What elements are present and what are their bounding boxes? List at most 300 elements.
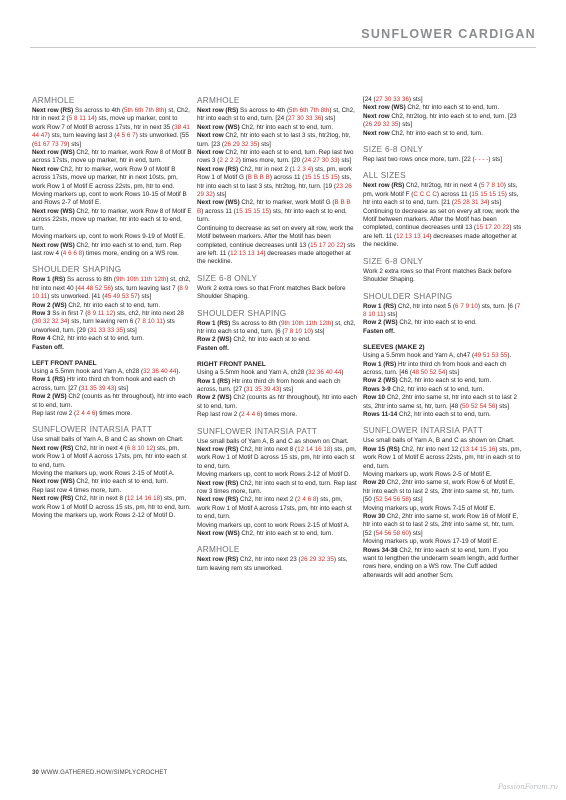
size-count: 58 [393,529,401,537]
instruction-paragraph [363,471,523,479]
size-count: 3 [302,165,306,173]
instruction-paragraph [32,376,192,393]
panel-heading: SLEEVES (MAKE 2) [363,344,425,352]
instruction-paragraph [197,496,357,521]
size-count: 50 [462,402,470,410]
size-count: C [426,190,431,198]
size-count: 15 [244,207,252,215]
instruction-paragraph [32,335,192,343]
size-count: 14 [305,446,313,453]
instruction-text: ) sts] [488,156,502,164]
size-count: 50 [420,368,428,376]
size-count: 11th [305,319,318,327]
instruction-paragraph [363,208,523,250]
instruction-text: Rep last row 2 ( [32,410,77,417]
instruction-paragraph [197,480,357,497]
instruction-paragraph [197,471,357,479]
header-rule [30,47,536,48]
row-label: Next row (WS) [32,207,75,215]
size-count: 12th [319,319,332,327]
instruction-paragraph [32,107,192,149]
size-count: 33 [98,326,106,334]
size-count: 7 [486,182,490,190]
instruction-paragraph [197,199,357,224]
instruction-text: Ch2, htr into next 12 ( [399,445,463,453]
instruction-paragraph [363,182,523,207]
size-count: 14 [256,249,264,257]
instruction-text: Ch2, htr to marker, work Row 8 of Motif B across 17sts, move up marker, htr in end, turn. [32,149,192,165]
size-count: 56 [384,529,392,537]
instruction-text: ) sts] [137,293,152,301]
instruction-text: ) times more. [260,411,298,419]
size-count: 6 [91,410,96,417]
size-count: 2 [297,165,301,173]
row-label: Fasten off. [32,343,64,351]
instruction-paragraph [197,345,357,353]
size-count: 56 [103,284,111,292]
size-count: 18 [153,495,161,503]
row-label: Row 4 [32,335,51,343]
row-label: Next row (RS) [197,479,239,487]
row-label: Next row [197,132,224,140]
size-count: 6 [68,249,72,257]
size-count: 5 [121,132,126,140]
instruction-paragraph [363,319,523,327]
size-count: 33 [305,115,313,123]
instruction-text: Continuing to decrease as set on every alt row, work the Motif between markers. After the Motif has been completed, continue decreases until 13 ( [197,224,354,249]
size-count: 10th [291,319,304,327]
size-count: 15 [497,190,505,198]
size-count: 4 [302,496,306,504]
instruction-text: Ch2, htr into each st to end, turn. [74,478,169,486]
size-count: 32 [205,191,213,199]
instruction-text: ) sts, pm, work Row 1 of Motif D across 15 sts, pm, htr to end, turn. [32,495,191,511]
size-count: 43 [272,385,280,393]
instruction-paragraph [197,446,357,471]
size-count: 16 [488,445,496,453]
instruction-text: ) sts unworked. [55 ( [32,132,189,148]
size-count: 33 [107,326,115,334]
instruction-paragraph [197,320,357,337]
instruction-paragraph [197,378,357,395]
column-3 [363,96,523,580]
row-label: Next row (RS) [32,107,74,114]
instruction-paragraph [363,538,523,546]
instruction-text: Htr into third ch from hook and each ch across, turn. [27 ( [197,377,341,393]
size-count: 39 [263,385,271,393]
size-count: 10 [137,444,145,452]
size-count: 10th [126,276,139,284]
size-count: 4 [86,410,91,417]
size-count: 29 [232,140,240,148]
instruction-text: Ch2, htr in next 8 ( [73,495,127,503]
instruction-paragraph [363,505,523,513]
size-count: 32 [382,121,390,129]
instruction-text: ) across 11 ( [436,190,472,198]
row-label: Rows 34-38 [363,546,398,554]
size-count: 5th [289,107,298,114]
size-count: 12 [297,446,305,453]
instruction-paragraph [32,276,192,301]
size-count: 8 [87,309,91,317]
size-count: 39 [98,384,106,392]
footer-url[interactable]: WWW.GATHERED.HOW/SIMPLYCROCHET [40,770,168,776]
row-label: Next row [363,129,390,137]
row-label: Row 3 [32,309,51,317]
size-count: 30 [296,115,304,123]
size-count: 33 [330,157,338,165]
instruction-text: ) across 11 ( [201,207,236,215]
instruction-text: Moving markers up, work Rows 7-15 of Motif E. [363,504,496,512]
size-count: 10 [303,327,311,335]
instruction-paragraph [197,556,357,573]
size-count: 48 [86,284,94,292]
instruction-text: Ch2, htr to marker, work Row 9 of Motif B across 17sts, move up marker, htr in next 10sts, pm, work Row 1 of Motif E across 22sts, pm, htr to end. [32,165,178,190]
instruction-text: ) decreases made altogether at the neckline. [197,249,351,266]
size-count: 8 [312,496,317,504]
instruction-text: ) st, Ch2, htr in next 2 ( [32,107,190,123]
instruction-paragraph [32,166,192,191]
size-count: 9 [184,284,189,292]
size-count: 44 [32,132,40,140]
instruction-text: ) st, Ch2, htr into each st to end, turn. [24 ( [197,107,355,123]
size-count: 15 [304,174,312,182]
size-count: 49 [474,352,482,360]
instruction-paragraph [32,208,192,233]
instruction-text: ) sts] [408,96,423,103]
size-count: 14 [87,115,95,123]
row-label: Row 15 (RS) [363,445,400,453]
instruction-text: ) sts, pm, work Row 1 of Motif A across 17sts, pm, htr into each st to end, turn. [197,496,352,521]
size-count: 2 [76,410,80,417]
instruction-paragraph [197,225,357,267]
instruction-text: Ch2, htr into each st to end, turn. [405,104,500,112]
size-count: 22 [502,224,510,232]
section-heading: SHOULDER SHAPING [197,308,287,318]
size-count: 8 [289,327,294,335]
size-count: 43 [107,384,115,392]
row-label: Fasten off. [197,344,229,352]
size-count: 32 [241,140,249,148]
size-count: 35 [116,326,124,334]
size-count: 10 [32,293,40,301]
size-count: 32 [318,556,326,564]
panel-heading: LEFT FRONT PANEL [32,359,97,367]
instruction-text: ) sts, turn leaving last 3 ( [47,132,117,140]
instruction-text: [24 ( [363,96,376,103]
section-heading: SUNFLOWER INTARSIA PATT [363,426,484,436]
instruction-paragraph [363,479,523,504]
instruction-paragraph [32,149,192,166]
size-count: 44 [169,367,177,375]
size-count: 36 [314,115,322,123]
size-count: 7 [516,302,521,310]
size-count: 9th [280,319,290,327]
instruction-paragraph [363,96,523,104]
size-count: B [253,174,258,182]
page-number: 30 [32,770,40,776]
size-count: 79 [60,140,68,148]
size-count: 15 [476,224,484,232]
size-count: 23 [335,182,343,190]
instruction-text: ) st, ch2, htr into next 40 ( [32,276,191,292]
size-count: 7 [284,327,289,335]
size-count: 20 [327,241,335,249]
size-count: 52 [470,402,478,410]
size-count: 26 [344,182,352,190]
size-count: 48 [412,368,420,376]
size-count: 27 [312,157,320,165]
instruction-paragraph [197,394,357,411]
row-label: Next row [363,112,390,120]
instruction-text: ) sts are left. 11 ( [197,241,356,257]
instruction-paragraph [32,436,192,444]
instruction-text: Ch2, htr into each st to end, turn. [239,530,334,538]
size-count: 11 [377,310,384,318]
size-count: 26 [300,556,308,564]
instruction-paragraph [32,242,192,259]
size-count: 15 [479,445,487,453]
instruction-text: Ch2, htr in next 4 ( [73,444,127,452]
instruction-text: Using a 5.5mm hook and Yarn A, ch28 ( [32,367,144,375]
row-label: Row 1 (RS) [197,377,231,385]
instruction-text: ) sts] [487,199,501,207]
watermark: PassionForum.ru [498,783,558,791]
instruction-paragraph [32,495,192,512]
size-count: 5 [480,182,485,190]
instruction-paragraph [197,369,357,377]
instruction-text: ) sts] [279,385,293,393]
size-count: 30 [34,318,42,326]
instruction-paragraph [32,487,192,495]
instruction-text: Ch2 (counts as htr throughout), htr into each st to end, turn. [32,393,192,409]
instruction-text: ) sts, turn leaving last 7 ( [110,284,180,292]
instruction-text: Use small balls of Yarn A, B and C as shown on Chart. [197,437,349,445]
size-count: 11 [40,293,48,301]
instruction-text: ) sts] [114,384,128,392]
size-count: 35 [391,121,399,129]
size-count: 25 [454,199,462,207]
size-count: 12 [230,249,238,257]
instruction-text: Ch2, htr into each st to end. [397,319,477,327]
size-count: 54 [384,496,392,504]
size-count: 55 [500,352,508,360]
instruction-text: ) times more, ending on a WS row. [82,249,179,257]
row-label: Next row (RS) [363,182,405,190]
row-label: Rows 11-14 [363,410,398,418]
size-count: 10 [295,327,303,335]
size-count: 54 [479,402,487,410]
instruction-text: Moving the markers up, work Rows 2-15 of Motif A. [32,470,175,478]
size-count: 61 [34,140,42,148]
instruction-paragraph [197,124,357,132]
size-count: 73 [51,140,59,148]
size-count: 10 [147,318,155,326]
instruction-text: Moving markers up, cont to work Rows 2-15 of Motif A. [197,521,350,529]
instruction-paragraph [32,368,192,376]
instruction-text: Ch2, htr to marker, work Row 8 of Motif E across 22sts, move up marker, htr into each st to end, turn. [32,207,192,232]
instruction-paragraph [363,437,523,445]
instruction-paragraph [363,130,523,138]
instruction-paragraph [32,344,192,352]
size-count: 11 [156,318,163,326]
size-count: 4 [62,249,67,257]
size-count: - [478,156,481,164]
size-count: 2 [297,496,301,504]
size-count: C [413,190,418,198]
instruction-text: Ch2, htr into each st to end, turn. [397,377,492,385]
instruction-paragraph [363,547,523,581]
size-count: 5 [68,115,73,123]
row-label: Next row (RS) [197,165,239,173]
size-count: 28 [462,199,470,207]
size-count: 18 [323,446,331,453]
instruction-text: ) sts, htr into each st to end, turn. [197,207,347,224]
size-count: 36 [316,369,324,377]
size-count: 8 [74,115,78,123]
size-count: 16 [144,495,152,503]
instruction-text: ) sts] [337,157,352,165]
size-count: 8th [320,107,330,114]
section-heading: ARMHOLE [197,96,240,105]
column-2 [197,96,357,573]
instruction-paragraph [363,361,523,378]
size-count: 56 [488,402,496,410]
instruction-text: Ch2, htr into each st to end, turn. [389,129,484,137]
size-count: 8 [179,284,183,292]
instruction-paragraph [363,513,523,538]
size-count: 11th [140,276,153,284]
size-count: 53 [121,293,129,301]
instruction-text: Ch2, htr into each st to end, turn. [50,335,145,343]
instruction-text: Ch2, htr into each st to end, turn. [239,123,334,131]
instruction-paragraph [197,530,357,538]
instruction-paragraph [363,377,523,385]
size-count: 4 [246,411,250,419]
row-label: Next row (WS) [363,104,406,112]
size-count: 27 [288,115,296,123]
size-count: 36 [401,96,409,103]
instruction-text: Work 2 extra rows so that Front matches Back before Shoulder Shaping. [197,284,346,301]
instruction-paragraph [363,113,523,130]
instruction-text: ) across 11 ( [269,174,305,182]
row-label: Fasten off. [363,327,395,335]
size-count: 40 [160,367,168,375]
instruction-text: Moving markers up, work Rows 17-19 of Motif E. [363,538,499,546]
section-heading: ALL SIZES [363,171,406,181]
size-count: 2 [219,157,223,165]
row-label: Row 1 (RS) [363,302,397,310]
instruction-text: ) decreases made altogether at the neckline. [363,232,517,249]
size-count: 15 [313,174,321,182]
instruction-text: Ch2, htr into each st to last 3 sts, htr2tog, htr, turn. [23 ( [197,132,351,148]
instruction-paragraph [363,268,523,285]
size-count: 58 [401,496,409,504]
size-count: 8 [78,249,83,257]
size-count: 27 [375,96,383,103]
instruction-text: Ch2, htr into each st to end, turn. Rep last two rows 3 ( [197,149,354,165]
size-count: 31 [89,326,97,334]
row-label: Next row (RS) [32,444,74,452]
size-count: 31 [471,199,479,207]
size-count: 4 [116,132,120,140]
size-count: 12 [126,495,134,503]
page-footer [32,770,167,776]
instruction-text: Ch2, 2htr into same st, work Row 6 of Motif E, htr into each st to last 2 sts, 2htr into same st, htr, turn. [50 ( [363,479,515,504]
instruction-text: ) sts] [383,310,398,318]
size-count: 9 [465,302,470,310]
instruction-text: Ch2, htr in next 2 ( [238,165,292,173]
size-count: 57 [130,293,138,301]
instruction-text: Ch2, htr into each st to end. [231,336,311,344]
size-count: 2 [235,157,239,165]
instruction-text: Htr into third ch from hook and each ch across, turn. [46 ( [363,360,507,376]
size-count: 6 [307,496,312,504]
size-count: 9 [92,309,97,317]
size-count: 32 [51,318,59,326]
size-count: B [340,199,345,207]
size-count: 35 [326,556,334,564]
row-label: Row 1 (RS) [32,276,66,284]
size-count: 7 [460,302,464,310]
instruction-text: ) sts] [212,191,227,199]
row-label: Next row (RS) [197,446,239,453]
size-count: 47 [40,132,48,140]
instruction-text: Ch2, htr into next 8 ( [238,446,298,453]
size-count: 33 [393,96,401,103]
row-label: Next row (WS) [197,530,240,538]
size-count: 8th [155,107,165,114]
instruction-text: Rep last row 2 ( [197,411,242,419]
instruction-text: ) sts] [408,496,423,504]
instruction-text: ) sts, ch2, htr into next 28 ( [32,309,184,326]
instruction-text: ) [341,369,344,377]
instruction-text: ) sts unworked. [41 ( [47,293,105,301]
row-label: Row 10 [363,394,386,402]
size-count: 22 [336,241,344,249]
row-label: Row 2 (WS) [32,393,67,401]
instruction-text: Ch2, htr2tog, htr into each st to end, turn. [23 ( [363,112,517,129]
size-count: 5th [124,107,133,114]
instruction-paragraph [197,438,357,446]
row-label: Next row (RS) [197,556,239,564]
size-count: 53 [491,352,499,360]
instruction-paragraph [197,285,357,302]
instruction-text: Use small balls of Yarn A, B and C as shown on Chart. [32,436,184,444]
size-count: 29 [197,191,205,199]
instruction-paragraph [32,410,192,418]
section-heading: SUNFLOWER INTARSIA PATT [32,425,153,435]
row-label: Next row (RS) [197,496,239,504]
row-label: Next row (WS) [32,149,75,157]
size-count: 2 [241,411,245,419]
size-count: 2 [229,157,234,165]
size-count: 8 [132,444,136,452]
column-1 [32,96,192,520]
size-count: 14 [470,445,478,453]
instruction-text: ) sts] [257,140,271,148]
size-count: 52 [375,496,383,504]
instruction-text: ) sts, pm, work Row 1 of Motif D across 15 sts, pm, htr into each st to end, turn. [197,446,357,470]
instruction-paragraph [363,328,523,336]
size-count: 38 [174,123,182,131]
size-count: 56 [393,496,401,504]
size-count: 54 [375,529,383,537]
instruction-paragraph [197,522,357,530]
instruction-text: ) sts] [123,326,137,334]
instruction-paragraph [363,303,523,320]
instruction-text: ) sts, turn. [6 ( [477,302,517,310]
